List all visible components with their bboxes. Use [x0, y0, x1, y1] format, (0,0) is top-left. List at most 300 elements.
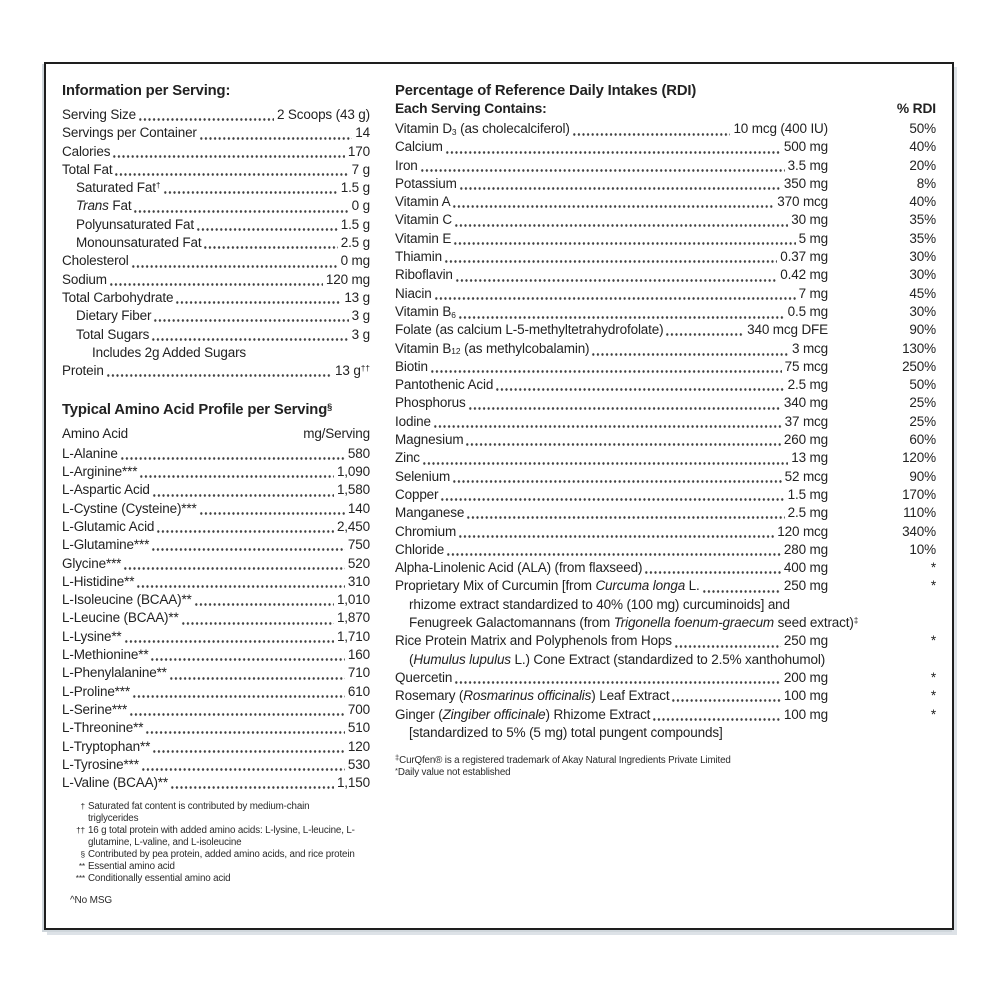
percent-rdi-column-label: % RDI	[896, 101, 936, 116]
dot-leader	[112, 143, 345, 161]
amino-acid-row	[62, 774, 370, 792]
amino-acid-row-value: 1,710	[336, 628, 370, 644]
amino-acid-row-name: L-Glutamic Acid	[62, 518, 155, 534]
dot-leader	[124, 628, 334, 646]
footnote-marker: ‡	[395, 753, 400, 763]
rdi-panel	[395, 82, 936, 780]
rdi-row-name: Pantothenic Acid	[395, 377, 494, 393]
nutrition-row-name: Calories	[62, 143, 111, 159]
rdi-row-name: Copper	[395, 486, 439, 502]
rdi-row-continuation	[395, 614, 936, 632]
rdi-row-name: Chromium	[395, 523, 457, 539]
amino-acid-row-value: 700	[347, 701, 370, 717]
rdi-row	[395, 394, 936, 412]
rdi-row-name: rhizome extract standardized to 40% (100 mg) curcuminoids] and	[409, 596, 790, 612]
left-footnotes	[62, 801, 362, 884]
rdi-row-percent: 250%	[902, 358, 936, 374]
rdi-row-name: Phosphorus	[395, 395, 466, 411]
dot-leader	[453, 230, 795, 248]
dot-leader	[120, 445, 345, 463]
rdi-row-amount: 5 mg	[798, 230, 828, 246]
amino-acid-row-value: 580	[347, 445, 370, 461]
dot-leader	[199, 500, 345, 518]
rdi-row-percent: 130%	[902, 340, 936, 356]
dot-leader	[458, 523, 774, 541]
amino-acid-row	[62, 518, 370, 536]
nutrition-row	[62, 106, 370, 124]
nutrition-row-name: Dietary Fiber	[76, 308, 152, 324]
footnote-text: 16 g total protein with added amino acids: L-lysine, L-leucine, L-glutamine, L-valine, and L-isoleucine	[88, 825, 355, 849]
nutrition-row-value: 120 mg	[325, 271, 370, 287]
amino-acid-row-value: 520	[347, 555, 370, 571]
footnote	[62, 825, 362, 849]
nutrition-rows	[62, 106, 370, 380]
rdi-row-name: Vitamin $D_3$ (as cholecalciferol)	[395, 121, 570, 137]
dot-leader	[203, 234, 337, 252]
rdi-row	[395, 706, 936, 724]
nutrition-row-value: 2.5 g	[340, 235, 370, 251]
amino-acid-row-name: Glycine***	[62, 555, 122, 571]
rdi-row	[395, 486, 936, 504]
nutrition-row-value: 2 Scoops (43 g)	[276, 107, 370, 122]
nutrition-row	[62, 143, 370, 161]
nutrition-row-name: Serving Size	[62, 107, 136, 122]
right-footnotes	[395, 755, 936, 779]
amino-acid-row	[62, 500, 370, 518]
dot-leader	[452, 468, 782, 486]
nutrition-row	[62, 179, 370, 197]
amino-acid-row	[62, 719, 370, 737]
rdi-row-percent: 30%	[909, 303, 936, 319]
dot-leader	[175, 289, 341, 307]
rdi-column-headers	[395, 101, 936, 120]
footnote-text: Conditionally essential amino acid	[88, 872, 231, 884]
rdi-row-amount: 3.5 mg	[787, 157, 828, 173]
rdi-row-percent: 60%	[909, 432, 936, 448]
rdi-row-name: Riboflavin	[395, 267, 453, 283]
amino-acid-row-value: 120	[347, 738, 370, 754]
nutrition-row-name: Cholesterol	[62, 253, 129, 269]
footnote-marker: **	[78, 860, 85, 871]
rdi-row-amount: 37 mcg	[784, 413, 828, 429]
nutrition-row-value: 170	[347, 143, 370, 159]
rdi-row	[395, 120, 936, 138]
dot-leader	[123, 555, 345, 573]
rdi-row-name: Folate (as calcium L-5-methyltetrahydrofolate)	[395, 322, 664, 338]
amino-acid-row	[62, 646, 370, 664]
amino-acid-row-name: L-Aspartic Acid	[62, 482, 150, 498]
amino-acid-row-name: L-Threonine**	[62, 720, 144, 736]
rdi-row-name: Potassium	[395, 175, 457, 191]
nutrition-row-name: Protein	[62, 363, 104, 379]
rdi-row	[395, 303, 936, 321]
dot-leader	[702, 577, 781, 595]
rdi-row	[395, 577, 936, 595]
nutrition-row-value: 7 g	[351, 161, 370, 177]
rdi-row-percent: *	[930, 633, 936, 649]
dot-leader	[150, 646, 344, 664]
nutrition-row-value: 1.5 g	[340, 216, 370, 232]
rdi-row-percent: 20%	[909, 157, 936, 173]
dot-leader	[433, 413, 782, 431]
rdi-row-percent: 50%	[909, 377, 936, 393]
dot-leader	[156, 518, 334, 536]
rdi-row-percent: 340%	[902, 523, 936, 539]
dot-leader	[434, 285, 796, 303]
amino-acid-row-value: 1,010	[336, 592, 370, 608]
amino-acid-row-name: L-Methionine**	[62, 647, 149, 663]
dot-leader	[145, 719, 345, 737]
footnote	[62, 849, 362, 861]
nutrition-row	[62, 307, 370, 325]
rdi-row-amount: 52 mcg	[784, 468, 828, 484]
dot-leader	[671, 687, 780, 705]
dot-leader	[199, 124, 353, 142]
amino-acid-row-name: L-Tryptophan**	[62, 738, 151, 754]
rdi-row-name: Vitamin C	[395, 212, 452, 228]
footnote-text: Contributed by pea protein, added amino acids, and rice protein	[88, 849, 355, 861]
rdi-row	[395, 211, 936, 229]
dot-leader	[141, 756, 345, 774]
dot-leader	[440, 486, 784, 504]
rdi-row-percent: *	[930, 560, 936, 576]
rdi-row-amount: 0.42 mg	[780, 267, 828, 283]
dot-leader	[468, 394, 781, 412]
rdi-row	[395, 193, 936, 211]
rdi-row	[395, 449, 936, 467]
rdi-row-percent: 10%	[909, 541, 936, 557]
rdi-row-name: Selenium	[395, 468, 451, 484]
rdi-row-amount: 2.5 mg	[787, 505, 828, 521]
rdi-row-name: Vitamin E	[395, 230, 452, 246]
dot-leader	[465, 431, 780, 449]
footnote-text: Saturated fat content is contributed by medium-chain triglycerides	[88, 801, 310, 825]
nutrition-row	[62, 344, 370, 362]
nutrition-row-name: Sodium	[62, 271, 107, 287]
amino-acid-row	[62, 609, 370, 627]
amino-acid-row	[62, 555, 370, 573]
amino-acid-rows	[62, 445, 370, 793]
nutrition-row-value: 13 g††	[335, 362, 370, 379]
nutrition-row-name: Total Fat	[62, 161, 113, 177]
nutrition-row	[62, 197, 370, 215]
rdi-row-name: Vitamin A	[395, 194, 451, 210]
rdi-row-name: Alpha-Linolenic Acid (ALA) (from flaxseed)	[395, 560, 643, 576]
rdi-row-amount: 400 mg	[783, 560, 828, 576]
rdi-row	[395, 541, 936, 559]
rdi-row	[395, 523, 936, 541]
dot-leader	[665, 321, 744, 339]
rdi-row	[395, 431, 936, 449]
dot-leader	[136, 573, 345, 591]
amino-acid-row-value: 710	[347, 665, 370, 681]
rdi-row	[395, 138, 936, 156]
rdi-row-percent: 170%	[902, 486, 936, 502]
dot-leader	[132, 683, 345, 701]
rdi-row-amount: 260 mg	[783, 432, 828, 448]
rdi-row-percent: 45%	[909, 285, 936, 301]
info-per-serving-header: Information per Serving:	[62, 83, 231, 99]
dot-leader	[420, 157, 785, 175]
amino-acid-row	[62, 573, 370, 591]
dot-leader	[153, 307, 348, 325]
rdi-row	[395, 157, 936, 175]
rdi-row	[395, 321, 936, 339]
rdi-row-amount: 3 mcg	[791, 340, 828, 356]
amino-acid-column-label: Amino Acid	[62, 426, 129, 442]
rdi-row-percent: 110%	[903, 505, 936, 521]
footnote-text: Daily value not established	[397, 767, 511, 779]
dot-leader	[644, 559, 781, 577]
amino-acid-row-value: 160	[347, 647, 370, 663]
no-msg-note: ^No MSG	[70, 895, 112, 906]
nutrition-row	[62, 161, 370, 179]
rdi-row	[395, 413, 936, 431]
amino-acid-row	[62, 591, 370, 609]
nutrition-row	[62, 252, 370, 270]
dot-leader	[455, 266, 777, 284]
rdi-row	[395, 632, 936, 650]
rdi-row-amount: 7 mg	[798, 285, 828, 301]
rdi-row	[395, 468, 936, 486]
amino-acid-row-value: 2,450	[336, 518, 370, 534]
rdi-header: Percentage of Reference Daily Intakes (RDI)	[395, 83, 697, 99]
amino-acid-row-value: 1,150	[336, 775, 370, 791]
amino-acid-row-name: L-Lysine**	[62, 628, 122, 644]
nutrition-row-name: Monounsaturated Fat	[76, 235, 202, 251]
rdi-row-amount: 13 mg	[791, 450, 828, 466]
supplement-facts-label	[44, 62, 954, 930]
dot-leader	[194, 591, 334, 609]
dot-leader	[454, 669, 781, 687]
rdi-row-name: Chloride	[395, 541, 445, 557]
rdi-row	[395, 358, 936, 376]
amino-acid-row-value: 1,090	[336, 464, 370, 480]
dot-leader	[131, 252, 338, 270]
nutrition-row-value: 1.5 g	[340, 180, 370, 196]
amino-acid-row-value: 750	[347, 537, 370, 553]
nutrition-row-name: Total Sugars	[76, 326, 150, 342]
rdi-row-percent: 8%	[916, 175, 936, 191]
rdi-row-amount: 0.5 mg	[787, 303, 828, 319]
rdi-row-percent: *	[930, 688, 936, 704]
rdi-row-name: Quercetin	[395, 669, 453, 685]
amino-acid-row-name: L-Isoleucine (BCAA)**	[62, 592, 192, 608]
rdi-row-amount: 250 mg	[783, 633, 828, 649]
dot-leader	[452, 193, 774, 211]
footnote-text: CurQfen® is a registered trademark of Akay Natural Ingredients Private Limited	[399, 755, 731, 767]
nutrition-row	[62, 362, 370, 380]
amino-acid-row-value: 310	[347, 573, 370, 589]
dot-leader	[138, 106, 274, 124]
rdi-row-percent: 35%	[909, 212, 936, 228]
footnote	[62, 873, 362, 885]
rdi-row-name: Biotin	[395, 358, 428, 374]
rdi-row-amount: 350 mg	[783, 175, 828, 191]
dot-leader	[151, 326, 348, 344]
rdi-row	[395, 248, 936, 266]
footnote-marker: ††	[76, 825, 85, 836]
rdi-row-percent: 120%	[902, 450, 936, 466]
rdi-row-amount: 0.37 mg	[780, 249, 828, 265]
footnote-marker: §	[80, 849, 85, 860]
nutrition-row	[62, 124, 370, 142]
dot-leader	[591, 340, 789, 359]
rdi-row-name: Iodine	[395, 413, 431, 429]
rdi-row-name: Magnesium	[395, 432, 464, 448]
dot-leader	[129, 701, 345, 719]
rdi-row-percent: 25%	[909, 395, 936, 411]
nutrition-row-name: Polyunsaturated Fat	[76, 216, 194, 232]
rdi-row-name: (Humulus lupulus L.) Cone Extract (standardized to 2.5% xanthohumol)	[409, 651, 826, 667]
dot-leader	[652, 706, 781, 724]
amino-acid-row	[62, 701, 370, 719]
rdi-row-amount: 2.5 mg	[787, 377, 828, 393]
rdi-row-name: Proprietary Mix of Curcumin [from Curcuma longa L.	[395, 578, 700, 594]
rdi-row-amount: 500 mg	[783, 139, 828, 155]
amino-acid-row-name: L-Histidine**	[62, 573, 135, 589]
rdi-row-percent: 40%	[909, 194, 936, 210]
dot-leader	[466, 504, 784, 522]
rdi-row-amount: 340 mcg DFE	[747, 322, 828, 338]
amino-acid-row	[62, 628, 370, 646]
rdi-row-amount: 370 mcg	[777, 194, 828, 210]
rdi-row-name: Rice Protein Matrix and Polyphenols from Hops	[395, 633, 672, 649]
footnote	[395, 767, 936, 779]
rdi-row-name: Ginger (Zingiber officinale) Rhizome Extract	[395, 706, 651, 722]
dot-leader	[446, 541, 781, 559]
rdi-row-amount: 340 mg	[783, 395, 828, 411]
nutrition-row-value: 14	[355, 125, 370, 141]
amino-acid-row	[62, 445, 370, 463]
dot-leader	[454, 211, 788, 229]
nutrition-row-value: 3 g	[351, 326, 370, 342]
footnote-text: Essential amino acid	[88, 860, 175, 872]
rdi-row-continuation	[395, 724, 936, 742]
rdi-row	[395, 376, 936, 394]
amino-acid-row-value: 1,580	[336, 482, 370, 498]
nutrition-row-name: Includes 2g Added Sugars	[92, 344, 247, 360]
amino-profile-header: Typical Amino Acid Profile per Serving§	[62, 401, 333, 419]
dot-leader	[152, 738, 345, 756]
rdi-row-percent: *	[930, 578, 936, 594]
amino-acid-row-value: 1,870	[336, 610, 370, 626]
rdi-rows	[395, 120, 936, 742]
amino-acid-row-name: L-Glutamine***	[62, 537, 150, 553]
amino-acid-row	[62, 756, 370, 774]
dot-leader	[445, 138, 781, 156]
footnote-marker: †	[80, 801, 85, 812]
nutrition-row	[62, 289, 370, 307]
rdi-row-amount: 280 mg	[783, 541, 828, 557]
rdi-row-percent: *	[930, 706, 936, 722]
dot-leader	[430, 358, 782, 376]
rdi-row-amount: 120 mcg	[777, 523, 828, 539]
nutrition-row-value: 13 g	[344, 289, 370, 305]
amino-acid-row	[62, 463, 370, 481]
amino-acid-row-name: L-Proline***	[62, 683, 130, 699]
amino-column-headers	[62, 426, 370, 444]
rdi-row	[395, 230, 936, 248]
rdi-row-percent: 90%	[909, 322, 936, 338]
amino-acid-row	[62, 664, 370, 682]
dot-leader	[458, 303, 785, 322]
rdi-row-name: Niacin	[395, 285, 432, 301]
rdi-row-amount: 250 mg	[783, 578, 828, 594]
rdi-row-amount: 1.5 mg	[787, 486, 828, 502]
rdi-row-name: Vitamin $B_6$	[395, 303, 456, 320]
rdi-row-percent: 90%	[909, 468, 936, 484]
rdi-row	[395, 504, 936, 522]
rdi-row-name: Calcium	[395, 139, 443, 155]
rdi-row-name: Fenugreek Galactomannans (from Trigonella foenum-graecum seed extract)‡	[409, 614, 859, 631]
rdi-row-name: [standardized to 5% (5 mg) total pungent compounds]	[409, 724, 723, 740]
amino-acid-row-name: L-Serine***	[62, 701, 128, 717]
amino-acid-row-value: 610	[347, 683, 370, 699]
footnote-marker: *	[395, 765, 398, 775]
dot-leader	[196, 216, 338, 234]
nutrition-row-value: 0 g	[351, 198, 370, 214]
dot-leader	[181, 609, 334, 627]
rdi-row-percent: 40%	[909, 139, 936, 155]
footnote	[395, 755, 936, 767]
dot-leader	[459, 175, 781, 193]
amino-acid-profile-panel	[62, 401, 370, 792]
rdi-row-amount: 100 mg	[783, 706, 828, 722]
amino-acid-row-name: L-Cystine (Cysteine)***	[62, 500, 197, 516]
rdi-row-continuation	[395, 651, 936, 669]
dot-leader	[109, 271, 323, 289]
rdi-row	[395, 340, 936, 358]
dot-leader	[133, 197, 348, 215]
nutrition-row	[62, 326, 370, 344]
dot-leader	[152, 481, 334, 499]
nutrition-row	[62, 234, 370, 252]
rdi-row	[395, 559, 936, 577]
information-per-serving-panel	[62, 82, 370, 885]
rdi-row-continuation	[395, 596, 936, 614]
dot-leader	[151, 536, 345, 554]
mg-per-serving-column-label: mg/Serving	[303, 426, 370, 442]
rdi-row	[395, 285, 936, 303]
dot-leader	[444, 248, 777, 266]
nutrition-row-value: 3 g	[351, 308, 370, 324]
footnote-marker: ***	[75, 872, 85, 883]
rdi-row-name: Thiamin	[395, 249, 442, 265]
amino-acid-row-name: L-Leucine (BCAA)**	[62, 610, 179, 626]
amino-acid-row	[62, 536, 370, 554]
dot-leader	[114, 161, 348, 179]
each-serving-contains-label: Each Serving Contains:	[395, 101, 547, 116]
nutrition-row-value: 0 mg	[340, 253, 370, 269]
rdi-row-amount: 75 mcg	[784, 358, 828, 374]
nutrition-row	[62, 216, 370, 234]
rdi-row-percent: 35%	[909, 230, 936, 246]
rdi-row-percent: 25%	[909, 413, 936, 429]
footnote	[62, 861, 362, 873]
dot-leader	[422, 449, 788, 467]
nutrition-row-name: Servings per Container	[62, 125, 197, 141]
footnote	[62, 801, 362, 825]
rdi-row-name: Zinc	[395, 450, 420, 466]
rdi-row-amount: 10 mcg (400 IU)	[733, 121, 828, 136]
dot-leader	[169, 664, 345, 682]
rdi-row-percent: *	[930, 669, 936, 685]
rdi-row-name: Rosemary (Rosmarinus officinalis) Leaf Extract	[395, 688, 670, 704]
dot-leader	[106, 362, 332, 380]
rdi-row	[395, 175, 936, 193]
dot-leader	[495, 376, 784, 394]
